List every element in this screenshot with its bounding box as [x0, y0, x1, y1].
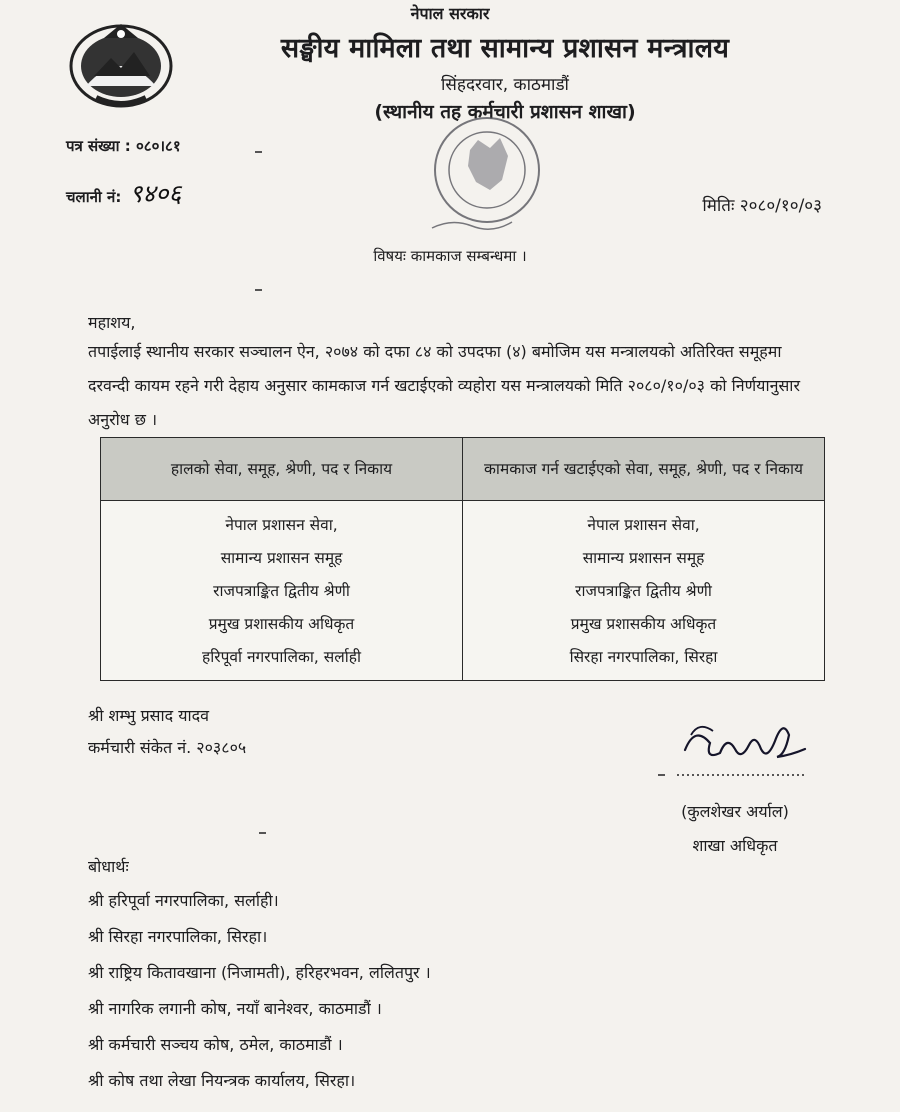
dispatch-number-label: चलानी नं:	[66, 188, 122, 206]
list-item: श्री हरिपूर्वा नगरपालिका, सर्लाही।	[88, 891, 279, 910]
assigned-service: नेपाल प्रशासन सेवा,	[587, 516, 700, 534]
current-post-header: हालको सेवा, समूह, श्रेणी, पद र निकाय	[101, 438, 463, 501]
letter-number	[66, 136, 181, 156]
letter-date: मितिः २०८०/१०/०३	[702, 196, 822, 216]
scan-mark	[255, 289, 262, 291]
salutation: महाशय,	[88, 313, 136, 332]
assigned-group: सामान्य प्रशासन समूह	[582, 549, 705, 567]
officer-name: (कुलशेखर अर्याल)	[681, 802, 789, 821]
signing-officer	[655, 795, 815, 863]
signature-icon	[665, 705, 810, 790]
table-header-row	[101, 438, 825, 501]
government-name: नेपाल सरकार	[410, 4, 490, 23]
current-service: नेपाल प्रशासन सेवा,	[225, 516, 338, 534]
list-item: श्री राष्ट्रिय कितावखाना (निजामती), हरिहरभवन, ललितपुर ।	[88, 963, 431, 982]
office-stamp-icon	[412, 110, 552, 235]
list-item: श्री कर्मचारी सञ्चय कोष, ठमेल, काठमाडौं ।	[88, 1035, 343, 1054]
letter-number-label: पत्र संख्या :	[66, 137, 136, 155]
current-office: हरिपूर्वा नगरपालिका, सर्लाही	[202, 648, 361, 666]
ministry-address: सिंहदरवार, काठमाडौं	[441, 75, 569, 95]
table-row	[101, 501, 825, 681]
letter-subject: विषयः कामकाज सम्बन्धमा ।	[373, 247, 527, 265]
current-position: प्रमुख प्रशासकीय अधिकृत	[208, 615, 355, 633]
list-item: श्री नागरिक लगानी कोष, नयाँ बानेश्वर, काठमाडौं ।	[88, 999, 382, 1018]
officer-title: शाखा अधिकृत	[692, 836, 778, 855]
current-class: राजपत्राङ्कित द्वितीय श्रेणी	[213, 582, 350, 600]
cc-title: बोधार्थः	[88, 857, 129, 876]
assigned-position: प्रमुख प्रशासकीय अधिकृत	[570, 615, 717, 633]
assigned-post-header: कामकाज गर्न खटाईएको सेवा, समूह, श्रेणी, पद र निकाय	[463, 438, 825, 501]
current-group: सामान्य प्रशासन समूह	[220, 549, 343, 567]
employee-block	[88, 700, 246, 764]
post-assignment-table	[100, 437, 825, 681]
current-post-cell	[101, 501, 463, 681]
employee-code: कर्मचारी संकेत नं. २०३८०५	[88, 738, 247, 757]
section-name: (स्थानीय तह कर्मचारी प्रशासन शाखा)	[374, 101, 636, 123]
dispatch-number-value: ९४०६	[129, 179, 182, 208]
letter-number-value: ०८०।८१	[135, 137, 181, 155]
scan-mark	[658, 774, 665, 776]
assigned-office: सिरहा नगरपालिका, सिरहा	[569, 648, 718, 666]
scan-mark	[259, 832, 266, 834]
dispatch-number	[66, 176, 181, 210]
employee-name: श्री शम्भु प्रसाद यादव	[88, 706, 210, 725]
assigned-class: राजपत्राङ्कित द्वितीय श्रेणी	[575, 582, 712, 600]
list-item: श्री कोष तथा लेखा नियन्त्रक कार्यालय, सिरहा।	[88, 1071, 356, 1090]
assigned-post-cell	[463, 501, 825, 681]
body-paragraph: तपाईलाई स्थानीय सरकार सञ्चालन ऐन, २०७४ को दफा ८४ को उपदफा (४) बमोजिम यस मन्त्रालयको अतिरिक्त समूहमा दरवन्दी कायम रहने गरी देहाय अनुसार कामकाज गर्न खटाईएको व्यहोरा यस मन्त्रालयको मिति २०८०/१०/०३ को निर्णयानुसार अनुरोध छ ।	[88, 342, 800, 429]
list-item: श्री सिरहा नगरपालिका, सिरहा।	[88, 927, 268, 946]
cc-list	[88, 855, 431, 1099]
ministry-name: सङ्घीय मामिला तथा सामान्य प्रशासन मन्त्रालय	[280, 33, 730, 64]
scan-mark	[255, 151, 262, 153]
